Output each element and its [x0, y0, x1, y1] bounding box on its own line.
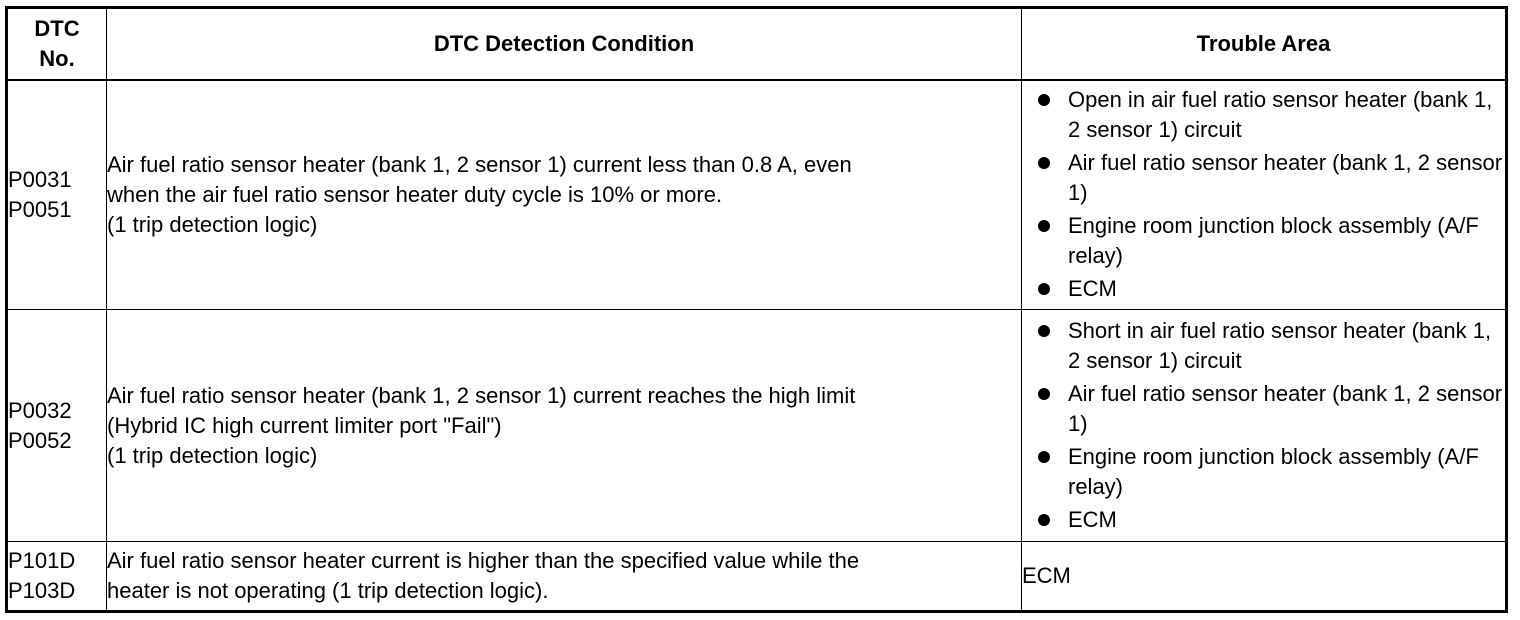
condition-cell [107, 80, 1022, 310]
condition-line: Air fuel ratio sensor heater current is higher than the specified value while the [107, 548, 860, 573]
list-item [1022, 148, 1505, 208]
trouble-area-list [1022, 316, 1505, 535]
bullet-icon [1038, 157, 1050, 169]
condition-cell [107, 542, 1022, 612]
table-header-row [7, 8, 1507, 80]
condition-line: Air fuel ratio sensor heater (bank 1, 2 sensor 1) current less than 0.8 A, even [107, 151, 852, 177]
condition-line: (Hybrid IC high current limiter port "Fail") [107, 412, 502, 438]
condition-line: when the air fuel ratio sensor heater duty cycle is 10% or more. [107, 181, 723, 207]
trouble-area-text: Short in air fuel ratio sensor heater (bank 1, 2 sensor 1) circuit [1068, 318, 1492, 373]
bullet-icon [1038, 325, 1050, 337]
bullet-icon [1038, 514, 1050, 526]
trouble-area-cell [1022, 80, 1507, 310]
bullet-icon [1038, 451, 1050, 463]
trouble-area-text: Air fuel ratio sensor heater (bank 1, 2 sensor 1) [1068, 150, 1503, 206]
condition-line: (1 trip detection logic) [107, 211, 318, 237]
condition-line: (1 trip detection logic) [107, 442, 318, 468]
header-dtc-no [7, 8, 107, 80]
bullet-icon [1038, 94, 1050, 106]
list-item [1022, 442, 1505, 502]
bullet-icon [1038, 220, 1050, 232]
condition-line: Air fuel ratio sensor heater (bank 1, 2 sensor 1) current reaches the high limit [107, 382, 856, 408]
trouble-area-text: ECM [1068, 276, 1117, 302]
trouble-area-list [1022, 85, 1505, 304]
table-row [7, 310, 1507, 542]
list-item [1022, 379, 1505, 439]
bullet-icon [1038, 283, 1050, 295]
list-item [1022, 85, 1505, 145]
list-item [1022, 505, 1505, 535]
header-trouble-area: Trouble Area [1022, 8, 1507, 80]
table-row [7, 80, 1507, 310]
trouble-area-text: Engine room junction block assembly (A/F relay) [1068, 213, 1479, 269]
dtc-code-cell: P0031 P0051 [7, 80, 107, 310]
trouble-area-text: ECM [1068, 507, 1117, 532]
dtc-table-container [5, 6, 1505, 610]
condition-line: heater is not operating (1 trip detection logic). [107, 578, 549, 603]
dtc-table [5, 6, 1508, 613]
trouble-area-text: Air fuel ratio sensor heater (bank 1, 2 sensor 1) [1068, 381, 1503, 436]
trouble-area-cell [1022, 310, 1507, 542]
header-dtc-no-label: DTC No. [34, 15, 80, 71]
list-item [1022, 211, 1505, 271]
dtc-code-cell: P101D P103D [7, 542, 107, 612]
trouble-area-cell: ECM [1022, 542, 1507, 612]
list-item [1022, 316, 1505, 376]
list-item [1022, 274, 1505, 304]
header-detection-condition: DTC Detection Condition [107, 8, 1022, 80]
trouble-area-text: Engine room junction block assembly (A/F relay) [1068, 444, 1479, 499]
dtc-code-cell: P0032 P0052 [7, 310, 107, 542]
trouble-area-text: Open in air fuel ratio sensor heater (bank 1, 2 sensor 1) circuit [1068, 87, 1493, 143]
table-row [7, 542, 1507, 612]
bullet-icon [1038, 388, 1050, 400]
condition-cell [107, 310, 1022, 542]
